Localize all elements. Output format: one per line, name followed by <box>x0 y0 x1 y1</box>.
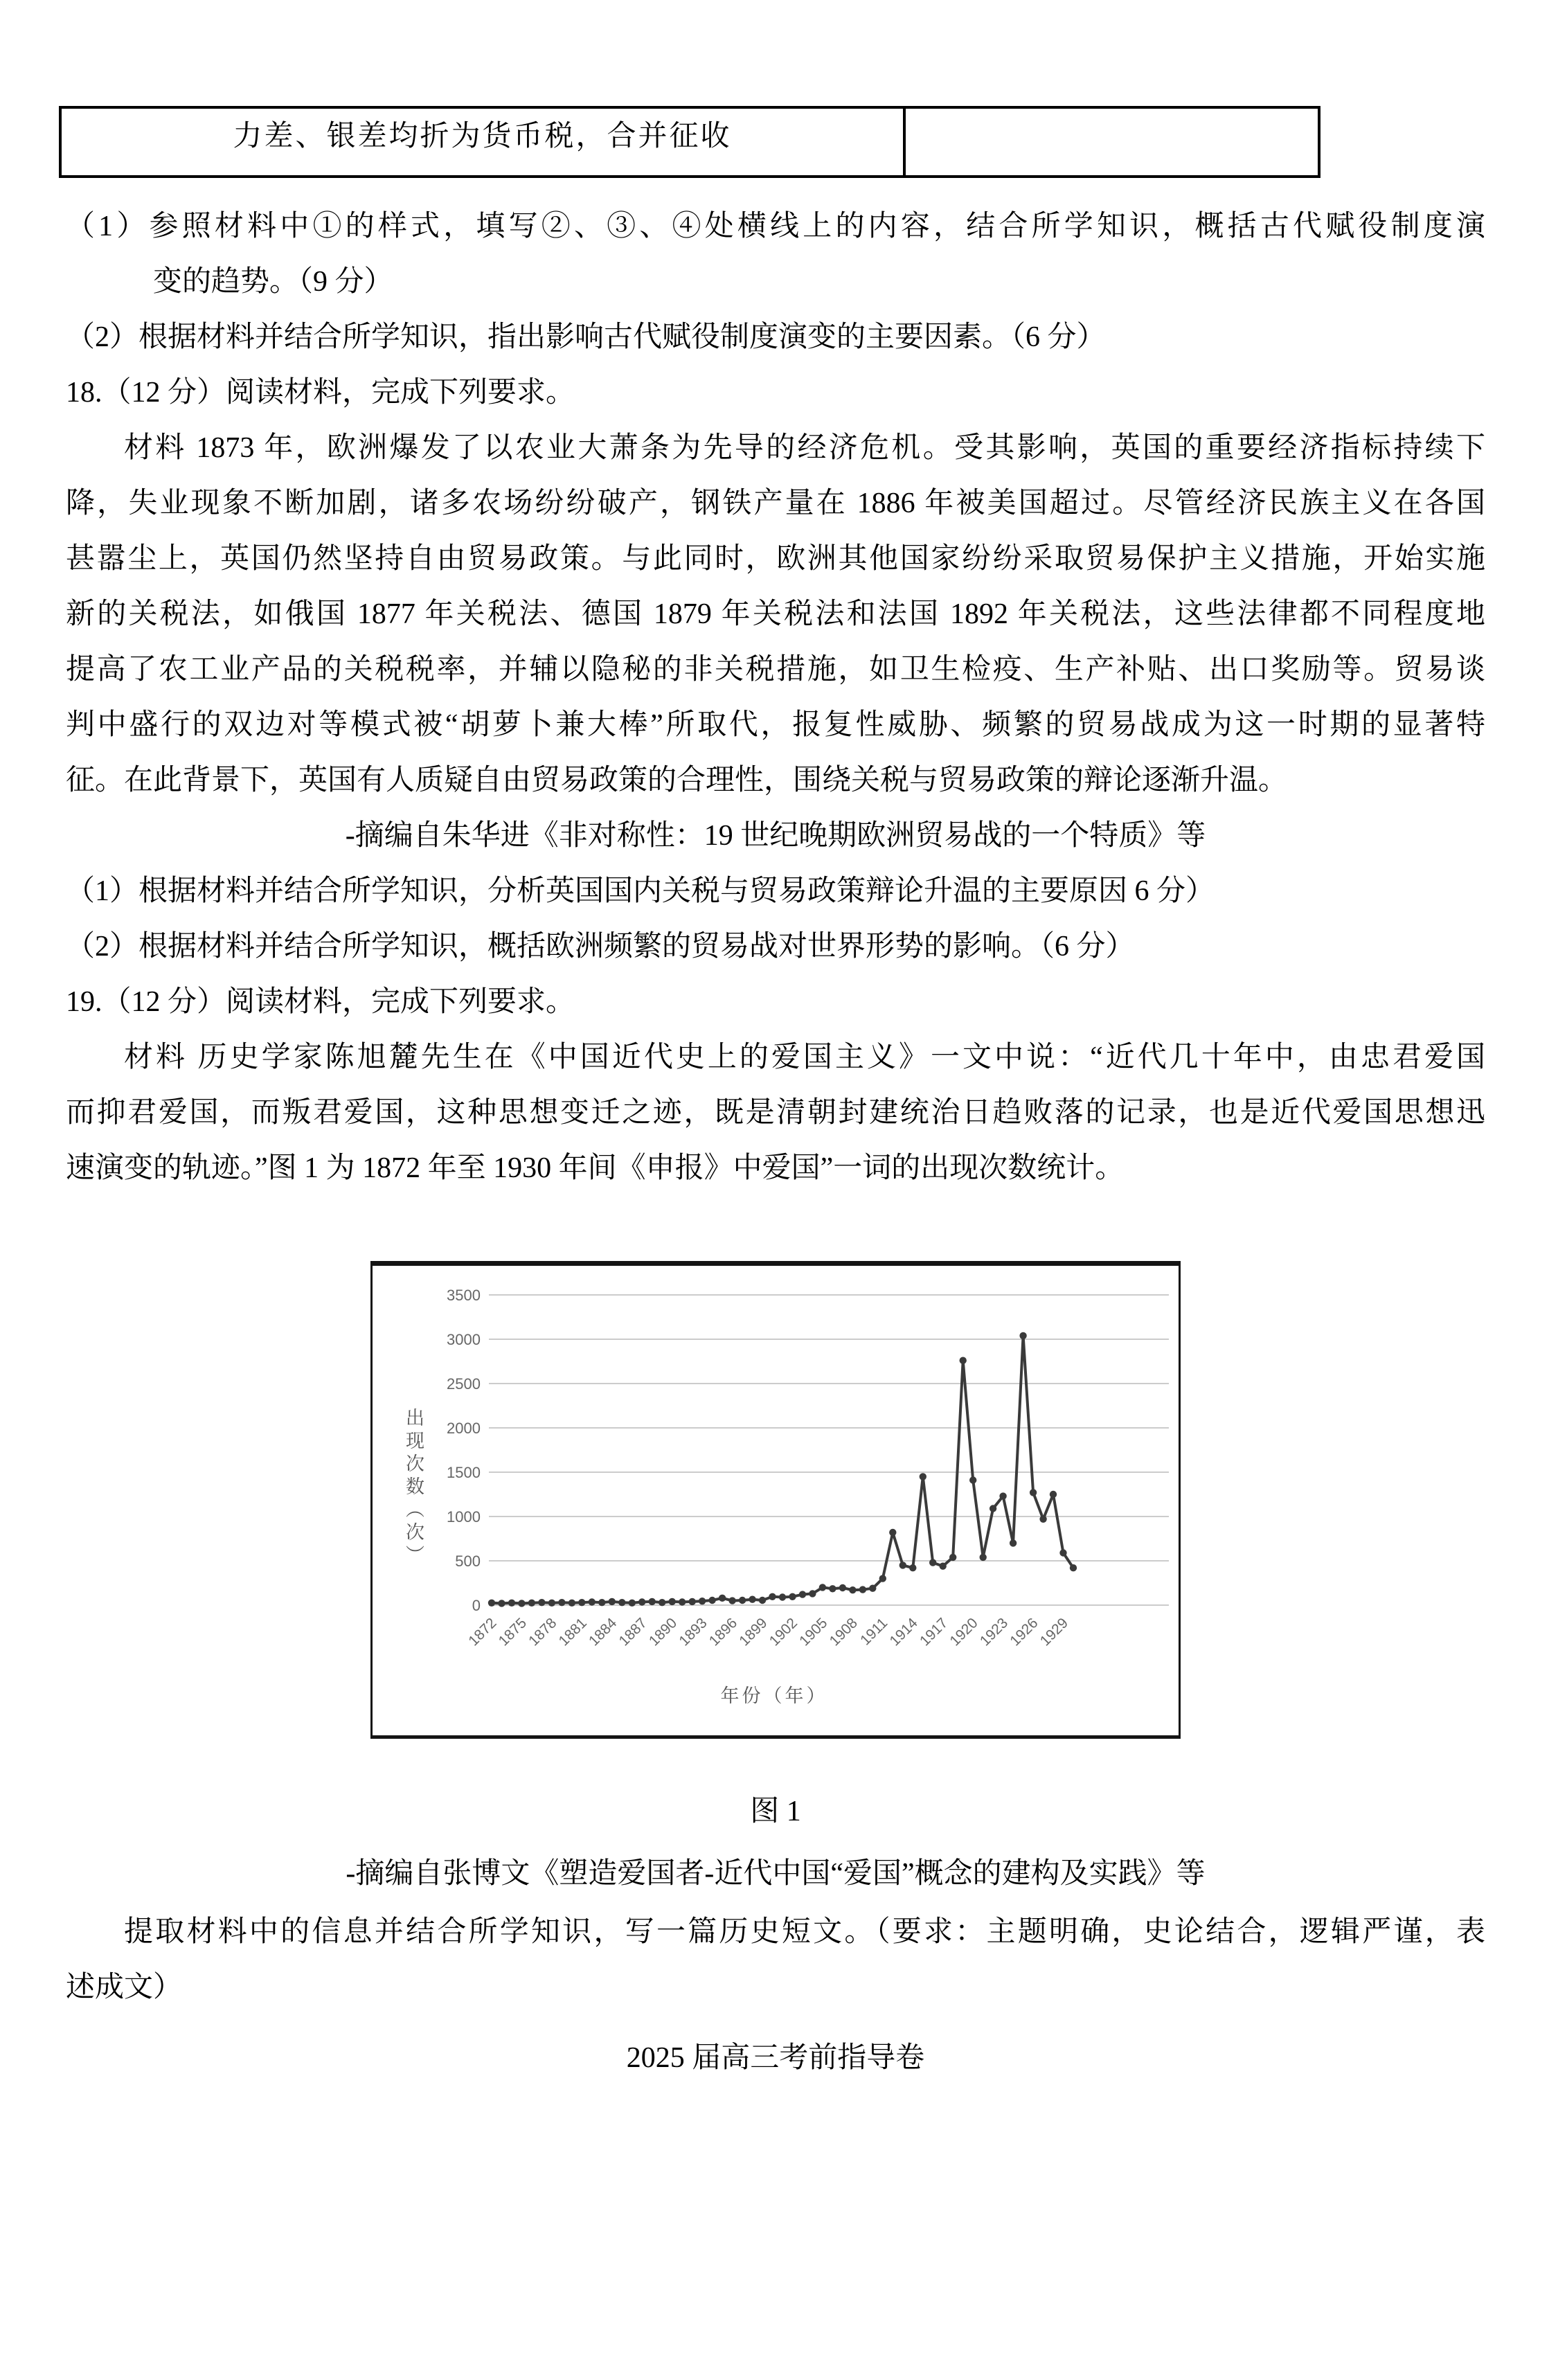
data-point-marker <box>889 1529 896 1536</box>
table-row <box>60 107 1319 177</box>
data-point-marker <box>578 1599 585 1606</box>
x-tick-label: 1905 <box>796 1615 831 1649</box>
x-tick-label: 1881 <box>555 1615 590 1649</box>
data-point-marker <box>498 1600 505 1607</box>
data-point-marker <box>1070 1564 1077 1571</box>
q18-material-line: 新的关税法，如俄国 1877 年关税法、德国 1879 年关税法和法国 1892 年关税法，这些法律都不同程度地 <box>66 598 1485 630</box>
data-point-marker <box>728 1597 735 1604</box>
x-tick-label: 1908 <box>826 1615 861 1649</box>
data-point-marker <box>999 1492 1006 1499</box>
q18-material-line: 判中盛行的双边对等模式被“胡萝卜兼大棒”所取代，报复性威胁、频繁的贸易战成为这一时期的显著特 <box>66 709 1485 741</box>
q19-source-citation: -摘编自张博文《塑造爱国者-近代中国“爱国”概念的建构及实践》等 <box>346 1858 1206 1890</box>
y-tick-label: 3500 <box>447 1287 481 1304</box>
y-tick-label: 1000 <box>447 1508 481 1525</box>
x-tick-label: 1887 <box>616 1615 650 1649</box>
q18-source-citation: -摘编自朱华进《非对称性：19 世纪晚期欧洲贸易战的一个特质》等 <box>345 820 1206 852</box>
data-point-marker <box>638 1598 645 1605</box>
x-tick-label: 1902 <box>766 1615 801 1649</box>
y-tick-label: 1500 <box>447 1464 481 1481</box>
data-point-marker <box>558 1599 565 1606</box>
q18-part1: （1）根据材料并结合所学知识，分析英国国内关税与贸易政策辩论升温的主要原因 6 分） <box>66 875 1215 907</box>
q18-material-line: 材料 1873 年，欧洲爆发了以农业大萧条为先导的经济危机。受其影响，英国的重要经济指标持续下 <box>124 432 1485 464</box>
data-point-marker <box>849 1586 856 1593</box>
x-tick-label: 1914 <box>886 1615 921 1649</box>
data-point-marker <box>1019 1332 1026 1339</box>
data-point-marker <box>699 1598 706 1604</box>
data-point-marker <box>739 1597 746 1604</box>
data-point-marker <box>538 1599 545 1606</box>
data-point-marker <box>609 1598 616 1605</box>
data-point-marker <box>629 1600 636 1607</box>
patriotism-frequency-line-chart <box>373 1266 1176 1734</box>
data-point-marker <box>789 1593 796 1600</box>
data-point-marker <box>659 1599 665 1606</box>
data-point-marker <box>589 1598 596 1605</box>
data-point-marker <box>879 1575 886 1582</box>
q19-header: 19.（12 分）阅读材料，完成下列要求。 <box>66 986 575 1018</box>
x-axis-title: 年份（年） <box>720 1685 828 1706</box>
x-tick-label: 1899 <box>736 1615 771 1649</box>
page-footer-title: 2025 届高三考前指导卷 <box>626 2042 925 2074</box>
data-point-marker <box>618 1599 625 1606</box>
data-point-marker <box>679 1598 686 1605</box>
x-tick-label: 1875 <box>495 1615 530 1649</box>
data-point-marker <box>829 1585 836 1592</box>
data-point-marker <box>1059 1549 1066 1556</box>
table-cell-tax-text: 力差、银差均折为货币税，合并征收 <box>60 107 904 177</box>
data-point-marker <box>1039 1516 1046 1523</box>
x-tick-label: 1878 <box>526 1615 560 1649</box>
x-tick-label: 1893 <box>676 1615 710 1649</box>
y-tick-label: 2500 <box>447 1375 481 1393</box>
y-axis-title: 出现次数（次） <box>403 1408 424 1568</box>
y-tick-label: 2000 <box>447 1420 481 1437</box>
q18-material-line: 降，失业现象不断加剧，诸多农场纷纷破产，钢铁产量在 1886 年被美国超过。尽管经济民族主义在各国 <box>66 487 1485 519</box>
data-point-marker <box>749 1596 755 1603</box>
x-tick-label: 1872 <box>465 1615 500 1649</box>
data-point-marker <box>719 1595 726 1602</box>
data-point-marker <box>689 1598 696 1605</box>
q17-part1-line2: 变的趋势。（9 分） <box>153 266 393 298</box>
x-tick-label: 1923 <box>976 1615 1012 1649</box>
table-cell-empty <box>904 107 1319 177</box>
data-point-marker <box>669 1598 676 1605</box>
data-point-marker <box>598 1599 605 1606</box>
data-point-marker <box>859 1586 866 1593</box>
data-point-marker <box>518 1600 525 1607</box>
data-point-marker <box>769 1593 776 1600</box>
data-point-marker <box>528 1600 535 1607</box>
data-point-marker <box>1030 1489 1037 1496</box>
data-point-marker <box>969 1476 976 1483</box>
q17-part1-line1: （1）参照材料中①的样式，填写②、③、④处横线上的内容，结合所学知识，概括古代赋役制度演 <box>66 211 1485 242</box>
q19-task-line2: 述成文） <box>66 1971 183 2003</box>
data-point-marker <box>819 1584 826 1591</box>
data-point-marker <box>508 1600 515 1607</box>
figure-1-line-chart <box>370 1261 1181 1739</box>
data-point-marker <box>568 1600 575 1607</box>
q19-material-line: 速演变的轨迹。”图 1 为 1872 年至 1930 年间《申报》中爱国”一词的出现次数统计。 <box>66 1152 1125 1184</box>
data-point-marker <box>909 1564 916 1571</box>
data-point-marker <box>548 1600 555 1607</box>
data-point-marker <box>940 1563 947 1570</box>
q17-part2: （2）根据材料并结合所学知识，指出影响古代赋役制度演变的主要因素。（6 分） <box>66 321 1106 353</box>
data-point-marker <box>1050 1491 1057 1498</box>
data-point-marker <box>899 1562 906 1568</box>
q18-material-line: 甚嚣尘上，英国仍然坚持自由贸易政策。与此同时，欧洲其他国家纷纷采取贸易保护主义措施，开始实施 <box>66 543 1485 575</box>
data-point-marker <box>1010 1539 1017 1546</box>
x-tick-label: 1896 <box>706 1615 741 1649</box>
y-tick-label: 0 <box>472 1597 481 1614</box>
data-point-marker <box>929 1559 936 1566</box>
x-tick-label: 1917 <box>916 1615 951 1649</box>
y-tick-label: 500 <box>455 1553 481 1570</box>
q18-material-line: 征。在此背景下，英国有人质疑自由贸易政策的合理性，围绕关税与贸易政策的辩论逐渐升温。 <box>66 764 1288 796</box>
q18-material-line: 提高了农工业产品的关税税率，并辅以隐秘的非关税措施，如卫生检疫、生产补贴、出口奖励等。贸易谈 <box>66 654 1485 686</box>
data-point-marker <box>949 1554 956 1561</box>
tax-system-table-fragment <box>59 106 1320 178</box>
data-line <box>492 1336 1073 1603</box>
x-tick-label: 1911 <box>857 1615 891 1649</box>
data-point-marker <box>960 1357 967 1364</box>
data-point-marker <box>708 1597 715 1604</box>
exam-page <box>0 106 1549 2086</box>
x-tick-label: 1920 <box>947 1615 981 1649</box>
data-point-marker <box>649 1598 656 1605</box>
q19-material-line: 而抑君爱国，而叛君爱国，这种思想变迁之迹，既是清朝封建统治日趋败落的记录，也是近代爱国思想迅 <box>66 1097 1485 1129</box>
data-point-marker <box>980 1554 987 1561</box>
q19-task-line1: 提取材料中的信息并结合所学知识，写一篇历史短文。（要求：主题明确，史论结合，逻辑严谨，表 <box>124 1916 1485 1948</box>
x-tick-label: 1884 <box>586 1615 620 1649</box>
q19-material-line: 材料 历史学家陈旭麓先生在《中国近代史上的爱国主义》一文中说：“近代几十年中，由忠君爱国 <box>124 1041 1485 1073</box>
data-point-marker <box>799 1591 806 1598</box>
data-point-marker <box>809 1590 816 1597</box>
data-point-marker <box>779 1593 786 1600</box>
figure-caption: 图 1 <box>750 1796 801 1827</box>
q18-part2: （2）根据材料并结合所学知识，概括欧洲频繁的贸易战对世界形势的影响。（6 分） <box>66 931 1135 963</box>
x-tick-label: 1926 <box>1007 1615 1041 1649</box>
x-tick-label: 1890 <box>645 1615 681 1649</box>
data-point-marker <box>839 1584 846 1591</box>
y-tick-label: 3000 <box>447 1331 481 1348</box>
data-point-marker <box>488 1600 495 1607</box>
data-point-marker <box>759 1597 766 1604</box>
q18-header: 18.（12 分）阅读材料，完成下列要求。 <box>66 377 575 409</box>
data-point-marker <box>990 1505 996 1512</box>
x-tick-label: 1929 <box>1037 1615 1072 1649</box>
data-point-marker <box>920 1473 926 1480</box>
data-point-marker <box>869 1585 876 1592</box>
